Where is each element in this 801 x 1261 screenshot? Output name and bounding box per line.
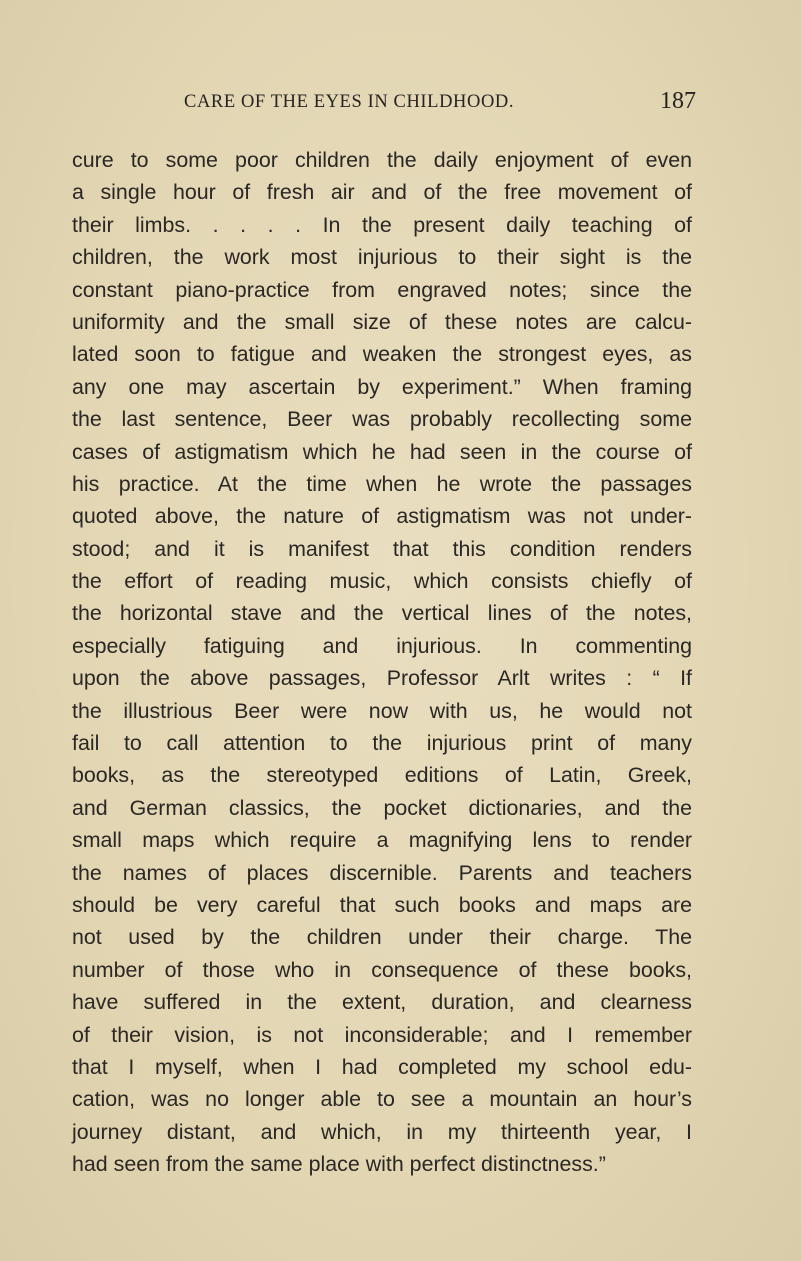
text-line: lated soon to fatigue and weaken the strongest eyes, as [72, 342, 692, 367]
text-line: the effort of reading music, which consists chiefly of [72, 569, 692, 594]
text-line: uniformity and the small size of these notes are calcu- [72, 309, 692, 334]
text-line: upon the above passages, Professor Arlt writes : “ If [72, 666, 692, 691]
text-line: children, the work most injurious to their sight is the [72, 245, 692, 270]
text-line: number of those who in consequence of these books, [72, 957, 692, 982]
text-line: cure to some poor children the daily enjoyment of even [72, 148, 692, 172]
text-line: stood; and it is manifest that this condition renders [72, 536, 692, 561]
text-line: any one may ascertain by experiment.” When framing [72, 374, 692, 399]
text-line: the names of places discernible. Parents and teachers [72, 860, 692, 885]
text-line: and German classics, the pocket dictionaries, and the [72, 795, 692, 820]
text-line: especially fatiguing and injurious. In commenting [72, 633, 692, 658]
text-line: that I myself, when I had completed my school edu- [72, 1054, 692, 1079]
text-line: should be very careful that such books and maps are [72, 892, 692, 917]
text-line: have suffered in the extent, duration, and clearness [72, 990, 692, 1015]
text-line: the last sentence, Beer was probably recollecting some [72, 407, 692, 432]
text-line: their limbs. . . . . In the present daily teaching of [72, 212, 692, 237]
text-line: a single hour of fresh air and of the free movement of [72, 180, 692, 205]
text-line: had seen from the same place with perfect distinctness.” [72, 1152, 606, 1177]
text-line: constant piano-practice from engraved notes; since the [72, 277, 692, 302]
text-line: cases of astigmatism which he had seen in the course of [72, 439, 692, 464]
text-line: books, as the stereotyped editions of Latin, Greek, [72, 763, 692, 788]
running-head: CARE OF THE EYES IN CHILDHOOD. [184, 92, 515, 112]
text-line: of their vision, is not inconsiderable; and I remember [72, 1022, 692, 1047]
text-line: the horizontal stave and the vertical lines of the notes, [72, 601, 692, 626]
body-text [72, 144, 692, 1181]
page-number: 187 [660, 88, 696, 114]
text-line: his practice. At the time when he wrote the passages [72, 471, 692, 496]
page-header [72, 84, 696, 124]
text-line: fail to call attention to the injurious print of many [72, 731, 692, 756]
text-line: small maps which require a magnifying lens to render [72, 828, 692, 853]
text-line: the illustrious Beer were now with us, he would not [72, 698, 692, 723]
text-line: not used by the children under their charge. The [72, 925, 692, 950]
text-line: quoted above, the nature of astigmatism was not under- [72, 504, 692, 529]
text-line: cation, was no longer able to see a mountain an hour’s [72, 1087, 692, 1112]
text-line: journey distant, and which, in my thirteenth year, I [72, 1119, 692, 1144]
